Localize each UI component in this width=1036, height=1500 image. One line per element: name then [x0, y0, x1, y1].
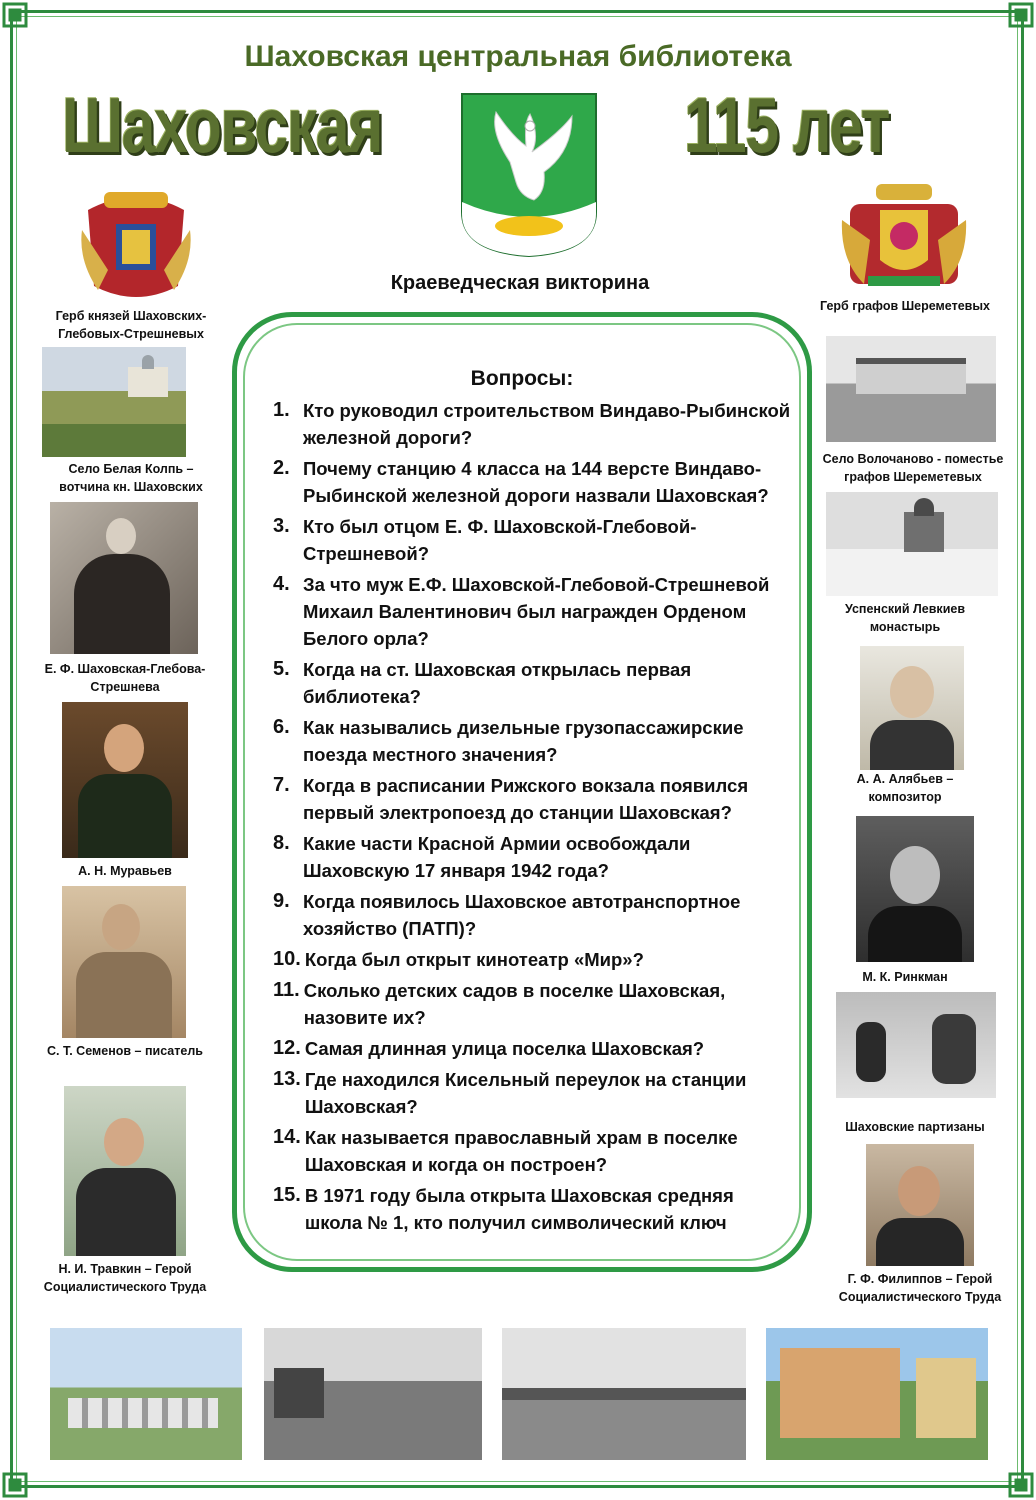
caption-princes-arms: Герб князей Шаховских-Глебовых-Стрешневых — [55, 309, 207, 341]
question-item: 12. Самая длинная улица поселка Шаховская? — [273, 1037, 705, 1059]
question-item: 1. Кто руководил строительством Виндаво-Рыбинской железной дороги? — [273, 399, 791, 448]
question-item: 3. Кто был отцом Е. Ф. Шаховской-Глебовой-Стрешневой? — [273, 515, 697, 564]
question-item: 8. Какие части Красной Армии освобождали Шаховскую 17 января 1942 года? — [273, 832, 691, 881]
photo-memorial — [50, 1328, 242, 1460]
question-item: 7. Когда в расписании Рижского вокзала появился первый электропоезд до станции Шаховская? — [273, 774, 749, 823]
counts-coat-of-arms-icon — [840, 180, 968, 296]
photo-liberation-1942 — [502, 1328, 746, 1460]
quiz-subtitle: Краеведческая викторина — [390, 272, 650, 294]
big-title-left: Шаховская — [62, 81, 382, 169]
portrait-alyabyev — [860, 646, 964, 770]
caption-muravyev: А. Н. Муравьев — [78, 864, 172, 878]
caption-travkin: Н. И. Травкин – Герой Социалистического Труда — [43, 1262, 207, 1294]
big-title-right: 115 лет — [684, 81, 889, 169]
photo-modern-street — [766, 1328, 988, 1460]
question-item: 14. Как называется православный храм в поселке Шаховская и когда он построен? — [273, 1126, 738, 1175]
questions-list — [273, 397, 793, 1240]
question-item: 2. Почему станцию 4 класса на 144 версте Виндаво-Рыбинской железной дороги назвали Шаховская? — [273, 457, 769, 506]
caption-alyabyev: А. А. Алябьев – композитор — [856, 772, 954, 804]
photo-volochanovo — [826, 336, 996, 442]
caption-filippov: Г. Ф. Филиппов – Герой Социалистического Труда — [838, 1272, 1002, 1304]
question-item: 6. Как назывались дизельные грузопассажирские поезда местного значения? — [273, 716, 744, 765]
questions-panel — [232, 312, 812, 1272]
portrait-travkin — [64, 1086, 186, 1256]
question-item: 13. Где находился Кисельный переулок на станции Шаховская? — [273, 1068, 747, 1117]
photo-uspensky-monastery — [826, 492, 998, 596]
question-item: 9. Когда появилось Шаховское автотранспортное хозяйство (ПАТП)? — [273, 890, 741, 939]
landscape-photo-belaya-kolp — [42, 347, 186, 457]
portrait-filippov — [866, 1144, 974, 1266]
photo-old-station — [264, 1328, 482, 1460]
caption-shakhovskaya: Е. Ф. Шаховская-Глебова-Стрешнева — [44, 662, 206, 694]
question-item: 5. Когда на ст. Шаховская открылась первая библиотека? — [273, 658, 692, 707]
caption-belaya-kolp: Село Белая Колпь – вотчина кн. Шаховских — [59, 462, 203, 494]
shakhovskaya-shield-icon — [460, 92, 598, 258]
caption-uspensky-monastery: Успенский Левкиев монастырь — [844, 602, 966, 634]
caption-partisans: Шаховские партизаны — [845, 1120, 985, 1134]
question-item: 10. Когда был открыт кинотеатр «Мир»? — [273, 948, 644, 970]
princes-coat-of-arms-icon — [78, 190, 194, 308]
question-item: 15. В 1971 году была открыта Шаховская средняя школа № 1, кто получил символический ключ — [273, 1184, 734, 1233]
portrait-shakhovskaya — [50, 502, 198, 654]
caption-semenov: С. Т. Семенов – писатель — [47, 1044, 203, 1058]
portrait-muravyev — [62, 702, 188, 858]
library-title: Шаховская центральная библиотека — [244, 40, 792, 73]
questions-heading: Вопросы: — [470, 367, 574, 390]
question-item: 4. За что муж Е.Ф. Шаховской-Глебовой-Стрешневой Михаил Валентинович был награжден Орденом Белого орла? — [273, 573, 770, 649]
caption-rinkman: М. К. Ринкман — [862, 970, 948, 984]
question-item: 11. Сколько детских садов в поселке Шаховская, назовите их? — [273, 979, 726, 1028]
portrait-rinkman — [856, 816, 974, 962]
photo-partisans — [836, 992, 996, 1098]
portrait-semenov — [62, 886, 186, 1038]
caption-volochanovo: Село Волочаново - поместье графов Шереметевых — [822, 452, 1004, 484]
caption-counts-arms: Герб графов Шереметевых — [820, 299, 990, 313]
